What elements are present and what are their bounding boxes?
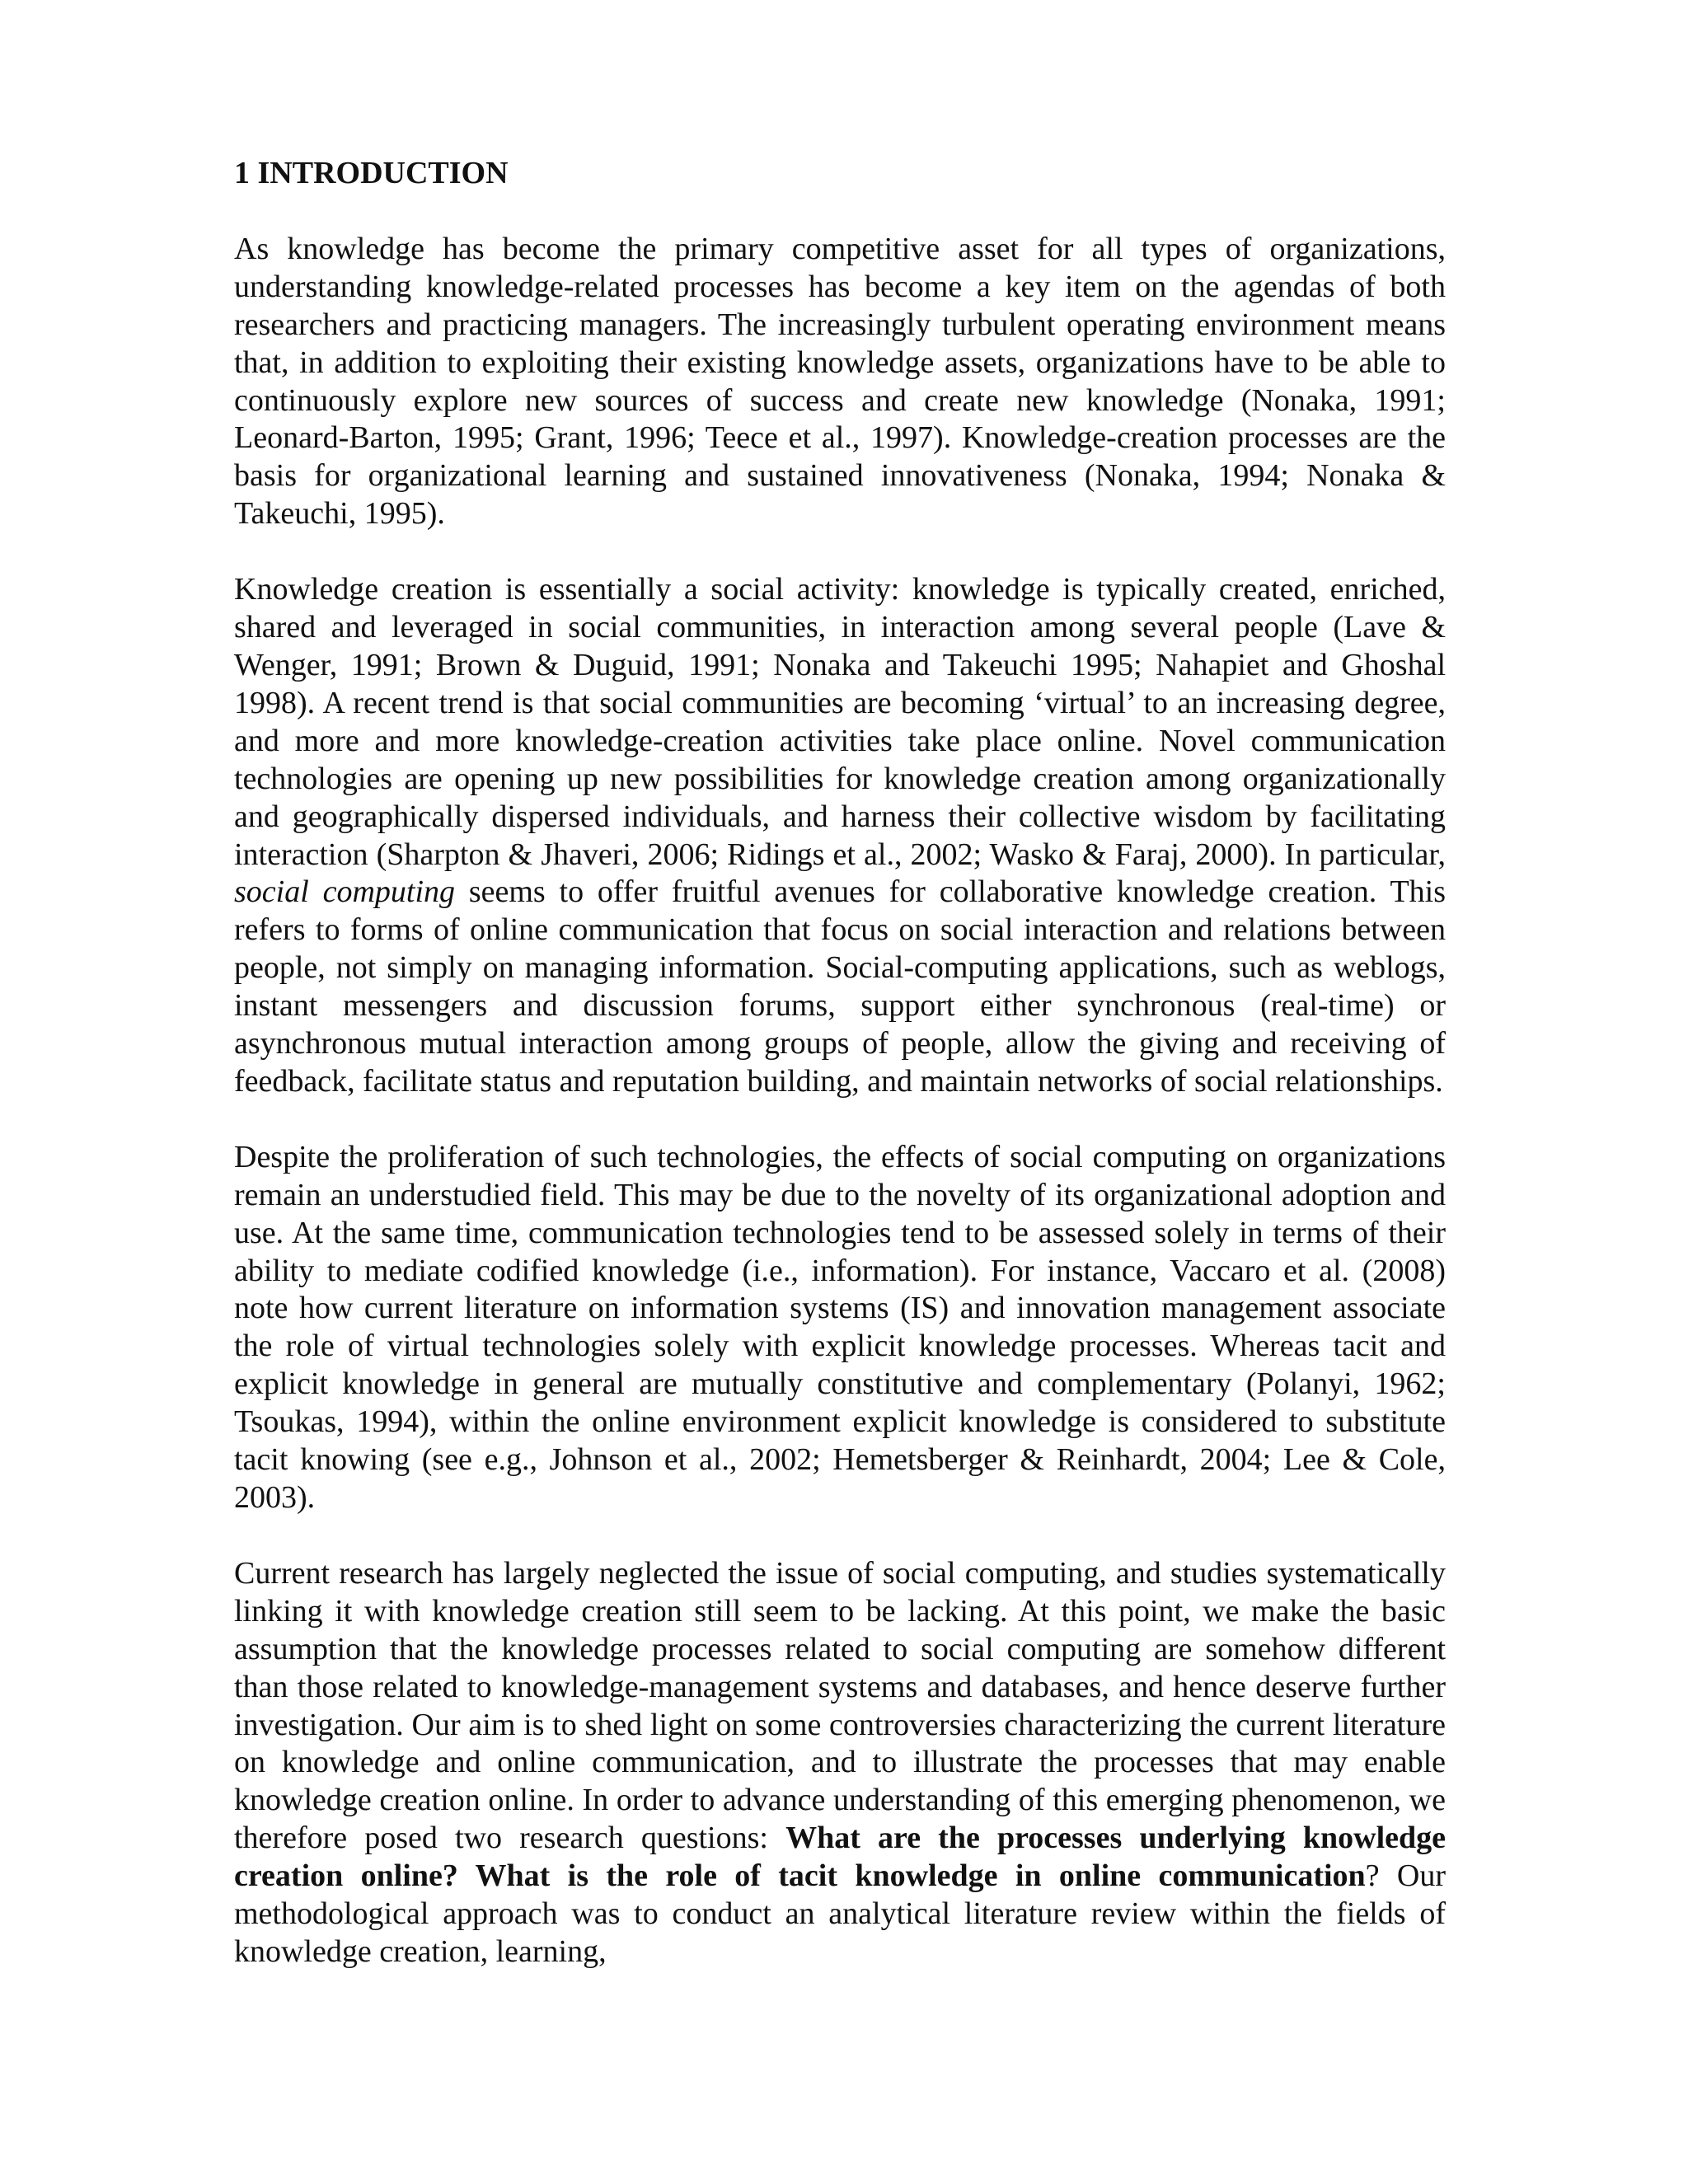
paragraph-3: Despite the proliferation of such technologies, the effects of social computing on organizations remain an understudied field. This may be due to the novelty of its organizational adoption and use. At the same time, communication technologies tend to be assessed solely in terms of their ability to mediate codified knowledge (i.e., information). For instance, Vaccaro et al. (2008) note how current literature on information systems (IS) and innovation management associate the role of virtual technologies solely with explicit knowledge processes. Whereas tacit and explicit knowledge in general are mutually constitutive and complementary (Polanyi, 1962; Tsoukas, 1994), within the online environment explicit knowledge is considered to substitute tacit knowing (see e.g., Johnson et al., 2002; Hemetsberger & Reinhardt, 2004; Lee & Cole, 2003). xyxy=(234,1139,1446,1515)
paragraph-2-text-end: seems to offer fruitful avenues for collaborative knowledge creation. This refers to forms of online communication that focus on social interaction and relations between people, not simply on managing information. Social-computing applications, such as weblogs, instant messengers and discussion forums, support either synchronous (real-time) or asynchronous mutual interaction among groups of people, allow the giving and receiving of feedback, facilitate status and reputation building, and maintain networks of social relationships. xyxy=(234,874,1447,1099)
section-heading: 1 INTRODUCTION xyxy=(234,156,509,190)
paragraph-4-text-start: Current research has largely neglected the issue of social computing, and studies systematically linking it with knowledge creation still seem to be lacking. At this point, we make the basic assumption that the knowledge processes related to social computing are somehow different than those related to knowledge-management systems and databases, and hence deserve further investigation. Our aim is to shed light on some controversies characterizing the current literature on knowledge and online communication, and to illustrate the processes that may enable knowledge creation online. In order to advance understanding of this emerging phenomenon, we therefore posed two research questions: xyxy=(234,1555,1446,1856)
social-computing-term: social computing xyxy=(234,874,456,910)
document-page xyxy=(234,155,1446,1971)
paragraph-2 xyxy=(234,571,1446,1101)
paragraph-1: As knowledge has become the primary competitive asset for all types of organizations, understanding knowledge-related processes has become a key item on the agendas of both researchers and practicing managers. The increasingly turbulent operating environment means that, in addition to exploiting their existing knowledge assets, organizations have to be able to continuously explore new sources of success and create new knowledge (Nonaka, 1991; Leonard-Barton, 1995; Grant, 1996; Teece et al., 1997). Knowledge-creation processes are the basis for organizational learning and sustained innovativeness (Nonaka, 1994; Nonaka & Takeuchi, 1995). xyxy=(234,231,1446,532)
paragraph-4-text-end: ? Our methodological approach was to conduct an analytical literature review within the fields of knowledge creation, learning, xyxy=(234,1858,1446,1969)
research-questions: What are the processes underlying knowledge creation online? What is the role of tacit knowledge in online communication xyxy=(234,1821,1447,1894)
paragraph-2-text-start: Knowledge creation is essentially a social activity: knowledge is typically created, enriched, shared and leveraged in social communities, in interaction among several people (Lave & Wenger, 1991; Brown & Duguid, 1991; Nonaka and Takeuchi 1995; Nahapiet and Ghoshal 1998). A recent trend is that social communities are becoming ‘virtual’ to an increasing degree, and more and more knowledge-creation activities take place online. Novel communication technologies are opening up new possibilities for knowledge creation among organizationally and geographically dispersed individuals, and harness their collective wisdom by facilitating interaction (Sharpton & Jhaveri, 2006; Ridings et al., 2002; Wasko & Faraj, 2000). In particular, xyxy=(234,572,1446,872)
paragraph-4 xyxy=(234,1555,1446,1971)
